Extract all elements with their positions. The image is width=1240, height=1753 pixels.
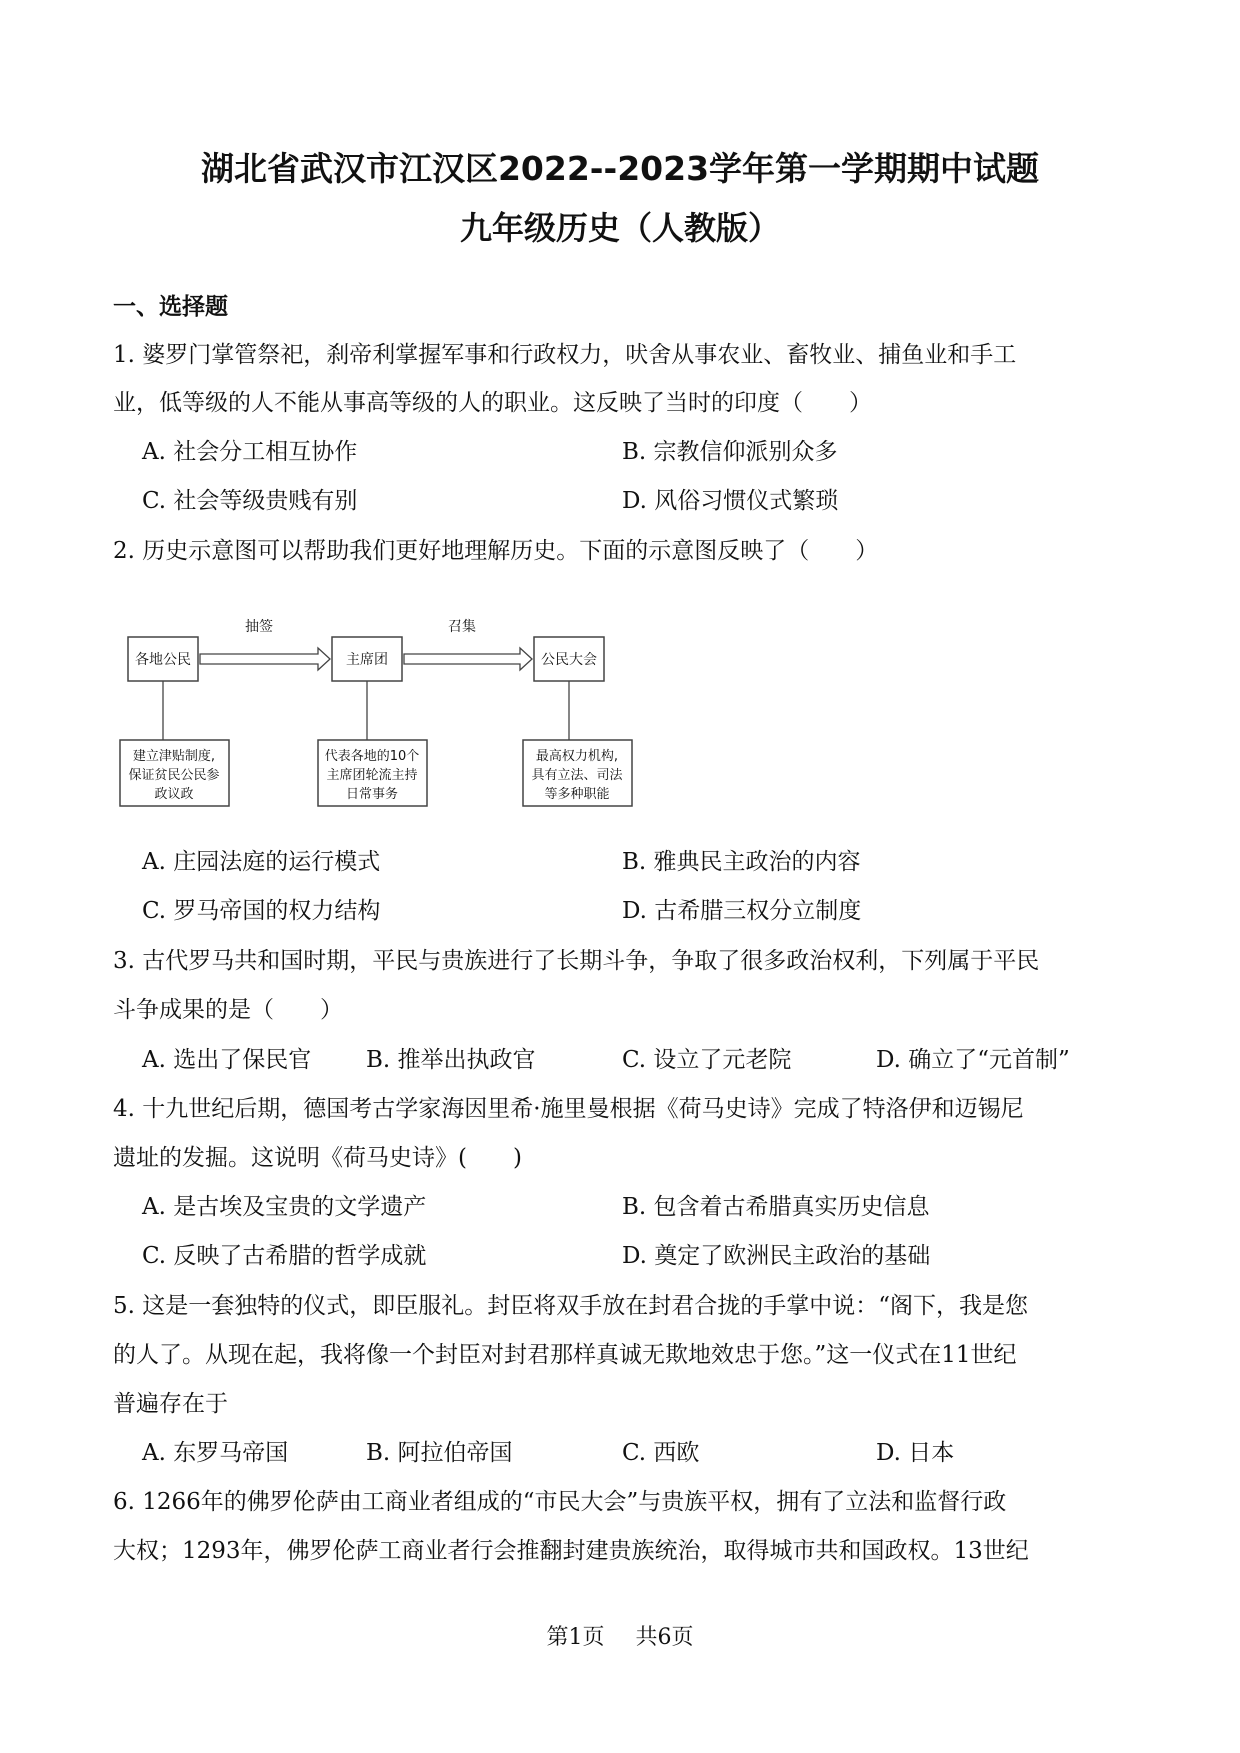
arrow-lottery xyxy=(200,648,330,670)
box-assembly-label: 公民大会 xyxy=(541,652,597,668)
arrow-convene xyxy=(404,648,532,670)
page-total: 共6页 xyxy=(635,1625,694,1650)
note-1-line-3: 政议政 xyxy=(154,787,194,802)
q4-line-1: 4. 十九世纪后期，德国考古学家海因里希·施里曼根据《荷马史诗》完成了特洛伊和迈锡尼 xyxy=(113,1096,1024,1122)
q1-line-2: 业，低等级的人不能从事高等级的人的职业。这反映了当时的印度（ ） xyxy=(113,390,872,416)
q2-option-d: D. 古希腊三权分立制度 xyxy=(622,898,862,924)
arrow-lottery-label: 抽签 xyxy=(245,619,273,635)
page-number: 第1页 xyxy=(546,1625,605,1650)
q5-line-3: 普遍存在于 xyxy=(113,1391,228,1417)
q3-option-c: C. 设立了元老院 xyxy=(622,1047,792,1073)
note-2-line-2: 主席团轮流主持 xyxy=(326,768,418,783)
q6-line-1: 6. 1266年的佛罗伦萨由工商业者组成的“市民大会”与贵族平权，拥有了立法和监督行政 xyxy=(113,1489,1007,1515)
q2-option-c: C. 罗马帝国的权力结构 xyxy=(142,898,381,924)
arrow-convene-label: 召集 xyxy=(448,619,476,635)
q4-option-a: A. 是古埃及宝贵的文学遗产 xyxy=(142,1194,427,1220)
note-3-line-3: 等多种职能 xyxy=(544,787,610,802)
q1-option-b: B. 宗教信仰派别众多 xyxy=(622,439,838,465)
q1-option-a: A. 社会分工相互协作 xyxy=(142,439,358,465)
q2-line-1: 2. 历史示意图可以帮助我们更好地理解历史。下面的示意图反映了（ ） xyxy=(113,538,879,564)
box-presidium-label: 主席团 xyxy=(346,652,388,668)
q3-option-d: D. 确立了“元首制” xyxy=(876,1047,1070,1073)
q1-option-d: D. 风俗习惯仪式繁琐 xyxy=(622,488,839,514)
q1-line-1: 1. 婆罗门掌管祭祀，刹帝利掌握军事和行政权力，吠舍从事农业、畜牧业、捕鱼业和手工 xyxy=(113,342,1017,368)
q5-option-b: B. 阿拉伯帝国 xyxy=(366,1440,513,1466)
note-3-line-1: 最高权力机构, xyxy=(535,749,619,764)
section-heading: 一、选择题 xyxy=(113,294,228,320)
exam-subtitle: 九年级历史（人教版） xyxy=(459,209,780,247)
q5-option-c: C. 西欧 xyxy=(622,1440,700,1466)
box-citizens-label: 各地公民 xyxy=(135,652,191,668)
q1-option-c: C. 社会等级贵贱有别 xyxy=(142,488,358,514)
page-footer xyxy=(0,1620,1240,1651)
note-1-line-2: 保证贫民公民参 xyxy=(128,768,220,783)
note-2-line-1: 代表各地的10个 xyxy=(324,749,420,764)
note-1-line-1: 建立津贴制度, xyxy=(132,749,216,764)
q2-option-b: B. 雅典民主政治的内容 xyxy=(622,849,861,875)
q3-option-b: B. 推举出执政官 xyxy=(366,1047,536,1073)
note-2-line-3: 日常事务 xyxy=(345,787,399,802)
q3-line-1: 3. 古代罗马共和国时期，平民与贵族进行了长期斗争，争取了很多政治权利，下列属于平民 xyxy=(113,948,1040,974)
q4-line-2: 遗址的发掘。这说明《荷马史诗》( ) xyxy=(113,1145,522,1171)
q5-line-1: 5. 这是一套独特的仪式，即臣服礼。封臣将双手放在封君合拢的手掌中说：“阁下，我是您 xyxy=(113,1293,1029,1319)
q2-option-a: A. 庄园法庭的运行模式 xyxy=(142,849,381,875)
q5-line-2: 的人了。从现在起，我将像一个封臣对封君那样真诚无欺地效忠于您。”这一仪式在11世纪 xyxy=(113,1342,1017,1368)
exam-title: 湖北省武汉市江汉区2022--2023学年第一学期期中试题 xyxy=(200,149,1040,188)
q5-option-a: A. 东罗马帝国 xyxy=(142,1440,289,1466)
q4-option-d: D. 奠定了欧洲民主政治的基础 xyxy=(622,1243,931,1269)
q3-line-2: 斗争成果的是（ ） xyxy=(113,997,343,1023)
athens-democracy-diagram xyxy=(110,600,670,815)
q4-option-b: B. 包含着古希腊真实历史信息 xyxy=(622,1194,930,1220)
q5-option-d: D. 日本 xyxy=(876,1440,955,1466)
q4-option-c: C. 反映了古希腊的哲学成就 xyxy=(142,1243,427,1269)
note-3-line-2: 具有立法、司法 xyxy=(531,768,623,783)
q3-option-a: A. 选出了保民官 xyxy=(142,1047,312,1073)
q6-line-2: 大权；1293年，佛罗伦萨工商业者行会推翻封建贵族统治，取得城市共和国政权。13世纪 xyxy=(113,1538,1029,1564)
